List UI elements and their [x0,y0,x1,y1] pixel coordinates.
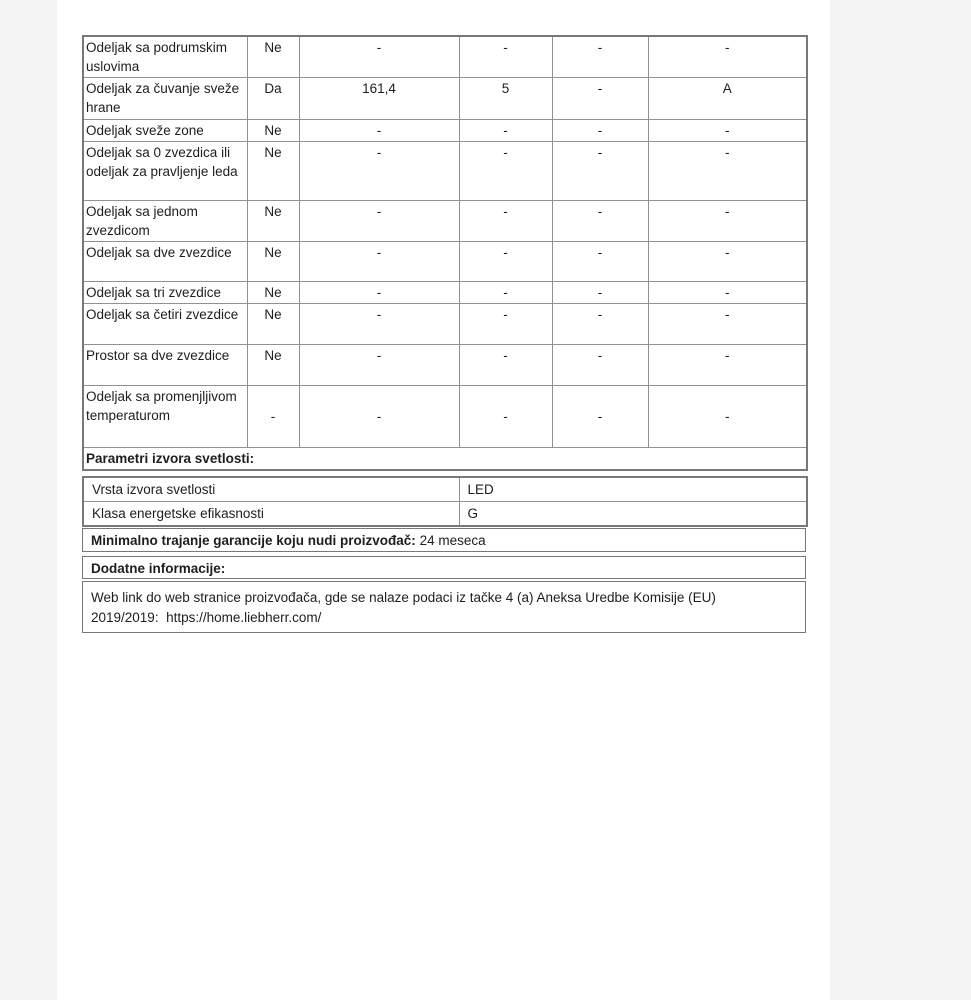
cell-value: - [648,282,807,304]
cell-temperature: - [459,304,552,345]
light-source-section-header: Parametri izvora svetlosti: [83,448,807,471]
cell-temperature: - [459,345,552,386]
cell-present: - [247,386,299,448]
table-row [83,78,807,120]
guarantee-row [82,528,806,552]
cell-volume: - [299,282,459,304]
row-label: Odeljak za čuvanje sveže hrane [83,78,247,120]
cell-value: - [648,120,807,142]
light-source-table [82,476,808,527]
cell-present: Ne [247,120,299,142]
cell-value: G [459,502,807,527]
cell-value: - [552,36,648,78]
cell-present: Ne [247,201,299,242]
table-row [83,120,807,142]
cell-temperature: - [459,242,552,282]
additional-info-header-row [82,556,806,579]
cell-present: Ne [247,345,299,386]
cell-value: - [552,282,648,304]
cell-value: - [648,201,807,242]
row-label: Odeljak sa promenjljivom temperaturom [83,386,247,448]
weblink-text-line: 2019/2019: https://home.liebherr.com/ [91,610,322,625]
cell-volume: - [299,345,459,386]
cell-volume: - [299,201,459,242]
cell-value: - [552,78,648,120]
table-row [83,242,807,282]
cell-value: LED [459,477,807,502]
cell-value: - [552,304,648,345]
table-row [83,502,807,527]
cell-volume: - [299,242,459,282]
cell-value: - [648,345,807,386]
additional-info-header: Dodatne informacije: [91,561,226,576]
cell-volume: 161,4 [299,78,459,120]
table-row [83,36,807,78]
cell-value: - [552,386,648,448]
cell-value: - [552,120,648,142]
table-row [83,201,807,242]
row-label: Odeljak sa četiri zvezdice [83,304,247,345]
row-label: Prostor sa dve zvezdice [83,345,247,386]
row-label: Odeljak sa tri zvezdice [83,282,247,304]
cell-present: Ne [247,282,299,304]
cell-present: Ne [247,142,299,201]
table-row [83,142,807,201]
cell-temperature: 5 [459,78,552,120]
cell-temperature: - [459,36,552,78]
cell-temperature: - [459,142,552,201]
cell-temperature: - [459,386,552,448]
cell-value: - [648,386,807,448]
cell-volume: - [299,120,459,142]
product-fiche-content [82,35,806,633]
row-label: Odeljak sa dve zvezdice [83,242,247,282]
cell-temperature: - [459,120,552,142]
compartments-table [82,35,808,471]
cell-value: - [552,201,648,242]
cell-volume: - [299,36,459,78]
row-label: Vrsta izvora svetlosti [83,477,459,502]
row-label: Klasa energetske efikasnosti [83,502,459,527]
cell-present: Da [247,78,299,120]
cell-volume: - [299,142,459,201]
cell-volume: - [299,386,459,448]
manufacturer-weblink-row [82,581,806,633]
guarantee-value: 24 meseca [419,533,486,548]
guarantee-label: Minimalno trajanje garancije koju nudi proizvođač: [91,533,416,548]
table-row [83,304,807,345]
cell-volume: - [299,304,459,345]
cell-present: Ne [247,36,299,78]
cell-value: - [552,242,648,282]
table-row [83,386,807,448]
cell-temperature: - [459,201,552,242]
cell-value: - [648,242,807,282]
cell-value: - [648,142,807,201]
document-page [57,0,830,1000]
table-row [83,282,807,304]
cell-value: - [552,142,648,201]
table-row [83,345,807,386]
row-label: Odeljak sa 0 zvezdica ili odeljak za pravljenje leda [83,142,247,201]
cell-temperature: - [459,282,552,304]
row-label: Odeljak sa jednom zvezdicom [83,201,247,242]
cell-present: Ne [247,242,299,282]
row-label: Odeljak sveže zone [83,120,247,142]
row-label: Odeljak sa podrumskim uslovima [83,36,247,78]
cell-value: - [552,345,648,386]
cell-value: - [648,36,807,78]
cell-value: A [648,78,807,120]
weblink-text-line: Web link do web stranice proizvođača, gde se nalaze podaci iz tačke 4 (a) Aneksa Uredbe Komisije (EU) [91,590,716,605]
table-row [83,477,807,502]
cell-present: Ne [247,304,299,345]
section-header-row [83,448,807,471]
cell-value: - [648,304,807,345]
